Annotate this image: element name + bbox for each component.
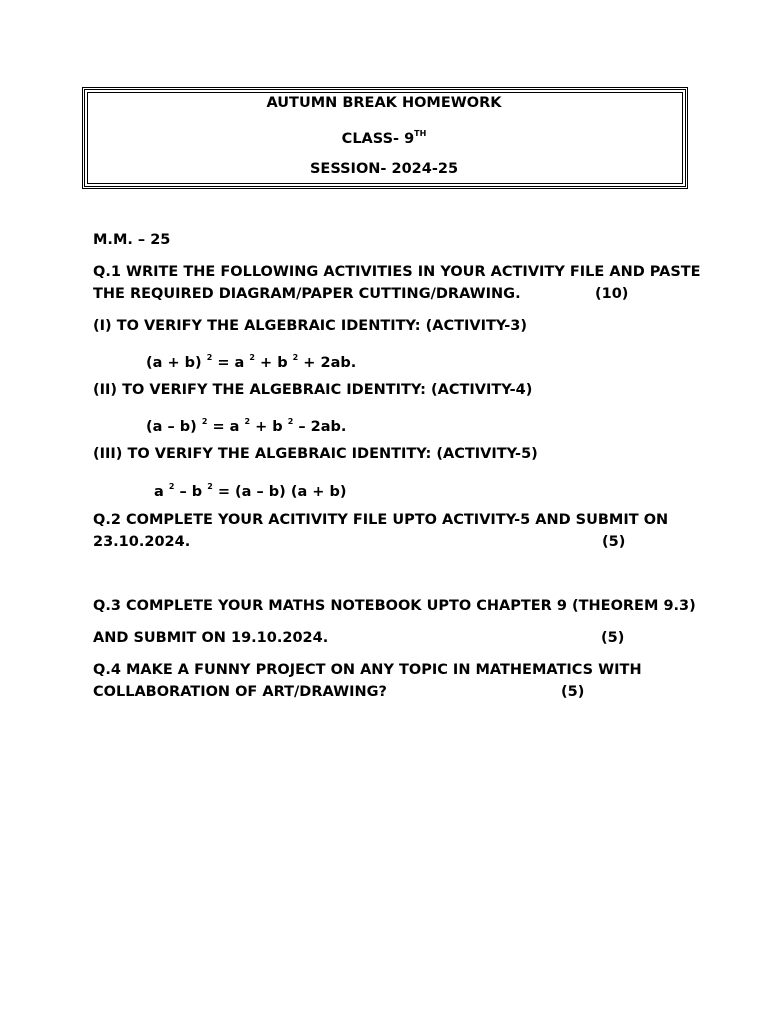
- q4-marks: (5): [561, 684, 585, 700]
- class-line: [0, 129, 768, 147]
- q1-line2: THE REQUIRED DIAGRAM/PAPER CUTTING/DRAWING.: [93, 286, 521, 302]
- q3-line2: AND SUBMIT ON 19.10.2024.: [93, 630, 329, 646]
- homework-title: AUTUMN BREAK HOMEWORK: [266, 95, 502, 111]
- q3-marks: (5): [601, 630, 625, 646]
- q4-line1: Q.4 MAKE A FUNNY PROJECT ON ANY TOPIC IN MATHEMATICS WITH: [93, 662, 642, 678]
- q1-item2-heading: (II) TO VERIFY THE ALGEBRAIC IDENTITY: (ACTIVITY-4): [93, 382, 533, 398]
- session-line: SESSION- 2024-25: [309, 161, 459, 177]
- class-label: CLASS- 9: [341, 131, 415, 147]
- q2-line2: 23.10.2024.: [93, 534, 191, 550]
- q3-line1: Q.3 COMPLETE YOUR MATHS NOTEBOOK UPTO CHAPTER 9 (THEOREM 9.3): [93, 598, 696, 614]
- q1-marks: (10): [595, 286, 629, 302]
- q1-line1: Q.1 WRITE THE FOLLOWING ACTIVITIES IN YOUR ACTIVITY FILE AND PASTE: [93, 264, 701, 280]
- q4-line2: COLLABORATION OF ART/DRAWING?: [93, 684, 387, 700]
- q1-item1-formula: (a + b) $^2$ = a $^2$ + b $^2$ + 2ab.: [146, 353, 357, 371]
- q1-item1-heading: (I) TO VERIFY THE ALGEBRAIC IDENTITY: (ACTIVITY-3): [93, 318, 527, 334]
- q2-marks: (5): [602, 534, 626, 550]
- max-marks: M.M. – 25: [93, 232, 171, 248]
- q1-item3-heading: (III) TO VERIFY THE ALGEBRAIC IDENTITY: (ACTIVITY-5): [93, 446, 538, 462]
- q1-item3-formula: a $^2$ – b $^2$ = (a – b) (a + b): [154, 482, 347, 500]
- q1-item2-formula: (a – b) $^2$ = a $^2$ + b $^2$ – 2ab.: [146, 417, 347, 435]
- class-suffix: TH: [414, 129, 427, 138]
- q2-line1: Q.2 COMPLETE YOUR ACITIVITY FILE UPTO ACTIVITY-5 AND SUBMIT ON: [93, 512, 669, 528]
